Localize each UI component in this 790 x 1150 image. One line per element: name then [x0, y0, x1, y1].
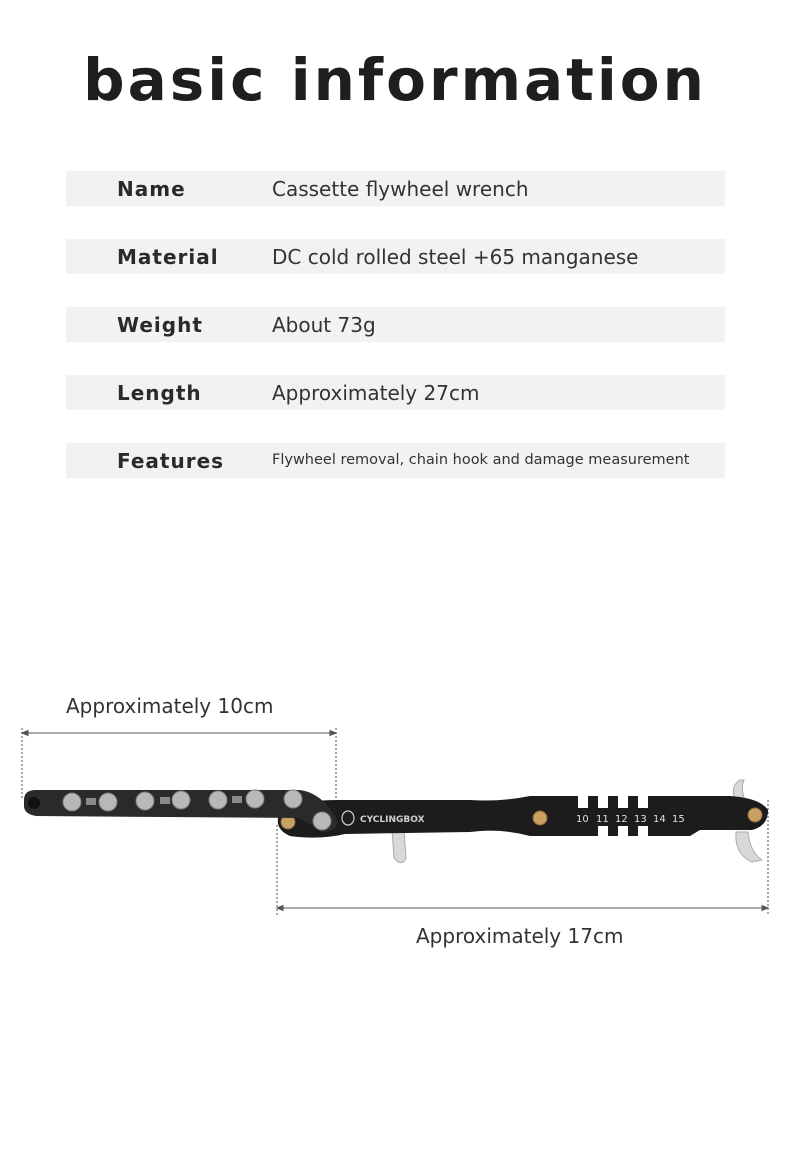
cassette-wrench-illustration: [0, 720, 790, 920]
spec-row-features: [66, 443, 725, 478]
spec-label: Features: [117, 449, 225, 473]
spec-label: Material: [117, 245, 219, 269]
spec-row-length: [66, 375, 725, 410]
spec-value: Cassette flywheel wrench: [272, 177, 529, 201]
scale-number: 13: [634, 814, 647, 825]
chain-length-label: Approximately 10cm: [66, 694, 274, 718]
scale-number: 14: [653, 814, 666, 825]
spec-label: Weight: [117, 313, 203, 337]
wrench-body: [278, 796, 768, 838]
brand-text: CYCLINGBOX: [360, 815, 425, 825]
page-title: basic information: [83, 46, 707, 114]
spec-value: Approximately 27cm: [272, 381, 480, 405]
wrench-length-label: Approximately 17cm: [416, 924, 624, 948]
scale-number: 12: [615, 814, 628, 825]
spec-label: Length: [117, 381, 202, 405]
spec-label: Name: [117, 177, 186, 201]
scale-number: 10: [576, 814, 589, 825]
scale-number: 15: [672, 814, 685, 825]
spec-row-material: [66, 239, 725, 274]
spec-row-name: [66, 171, 725, 206]
scale-number: 11: [596, 814, 609, 825]
spec-row-weight: [66, 307, 725, 342]
spec-value: Flywheel removal, chain hook and damage measurement: [272, 452, 690, 468]
spec-value: About 73g: [272, 313, 376, 337]
spec-value: DC cold rolled steel +65 manganese: [272, 245, 639, 269]
